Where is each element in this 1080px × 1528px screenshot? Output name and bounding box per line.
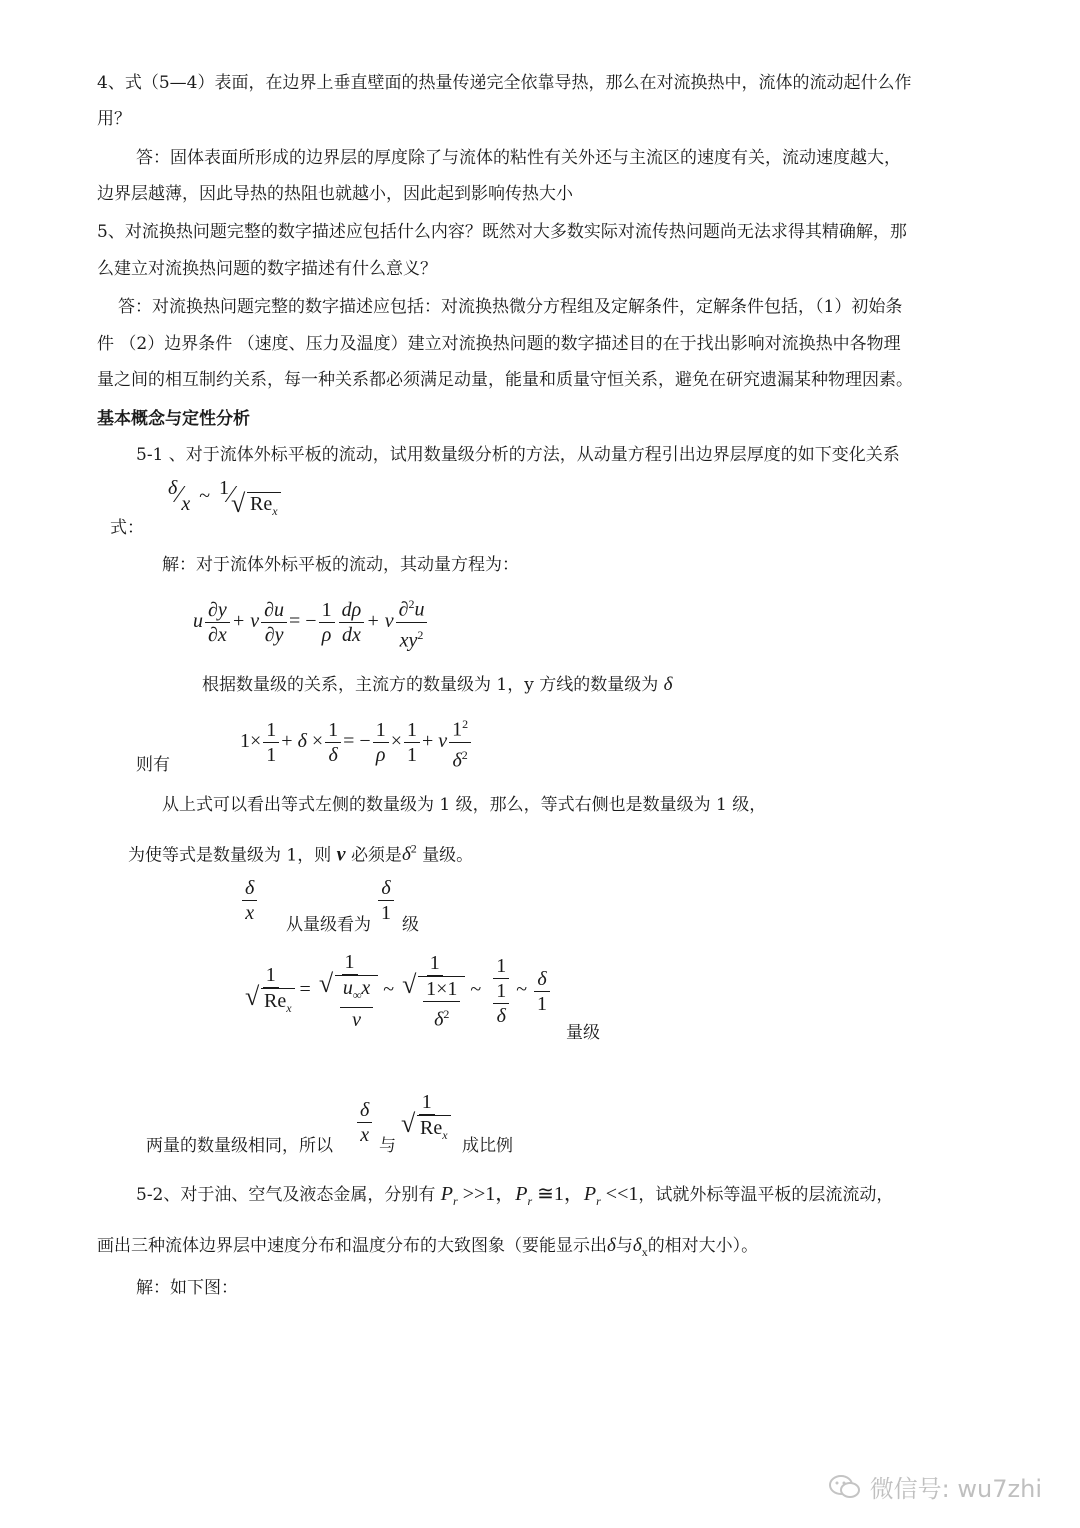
- q5-answer-line3: 量之间的相互制约关系，每一种关系都必须满足动量，能量和质量守恒关系，避免在研究遗漏某种物理因素。: [97, 370, 913, 390]
- q4-line1: 4、式（5—4）表面，在边界上垂直壁面的热量传递完全依靠导热，那么在对流换热中，流体的流动起什么作: [97, 73, 912, 93]
- delta-over-one-fraction: $\frac{\delta}{1}$: [376, 876, 396, 925]
- q5-answer-line2: 件 （2）边界条件 （速度、压力及温度）建立对流换热问题的数字描述目的在于找出影响对流换热中各物理: [97, 334, 901, 354]
- q5-answer-line1: 答：对流换热问题完整的数字描述应包括：对流换热微分方程组及定解条件，定解条件包括，（1）初始条: [118, 297, 903, 317]
- formula-delta-over-x: δ⁄x ~ 1⁄√ $Re_x$: [168, 482, 281, 511]
- from-order-text: 从量级看为: [286, 915, 371, 935]
- delta-over-x-small: $\frac{\delta}{x}$: [355, 1098, 374, 1147]
- q4-answer-line1: 答：固体表面所形成的边界层的厚度除了与流体的粘性有关外还与主流区的速度有关，流动速度越大，: [136, 148, 901, 168]
- watermark-text: 微信号: wu7zhi: [869, 1475, 1042, 1503]
- same-order-b: 与: [379, 1136, 396, 1156]
- momentum-equation: u $\frac{\partial y}{\partial x}$ + v $\frac{\partial u}{\partial y}$ = − $\frac{1}{\rho}$ $\frac{d\rho}{dx}$ + v $\frac{\partial^2u}{xy^2}$: [193, 592, 429, 652]
- p52-solution: 解：如下图：: [136, 1278, 238, 1298]
- order-equation: 1× $\frac{1}{1}$ + δ × $\frac{1}{\delta}$ = − $\frac{1}{\rho}$ × $\frac{1}{1}$ + v $\frac{1^2}{\delta^2}$: [240, 712, 473, 772]
- q5-line2: 么建立对流换热问题的数字描述有什么意义？: [97, 259, 437, 279]
- reynolds-chain: 1 √ $Re_x$ = 1 √ $\frac{u_\infty x}{v}$ ~ 1 √ $\frac{1\times 1}{\delta^2}$ ~ $\frac{1}{\frac{1}{\delta}}$ ~ $\frac{\delta}{1}$: [242, 950, 552, 1032]
- p51-paragraph2: 为使等式是数量级为 1，则 v 必须是$\delta^2$ 量级。: [128, 842, 474, 866]
- wechat-watermark: [828, 1469, 1042, 1504]
- same-order-a: 两量的数量级相同，所以: [146, 1136, 333, 1156]
- one-over-sqrt-re: 1 √ $Re_x$: [398, 1090, 456, 1147]
- p52-line2: 画出三种流体边界层中速度分布和温度分布的大致图象（要能显示出δ与$\delta_x$的相对大小）。: [97, 1235, 759, 1259]
- q4-line2: 用？: [97, 109, 131, 129]
- p51-paragraph1: 从上式可以看出等式左侧的数量级为 1 级，那么，等式右侧也是数量级为 1 级，: [162, 795, 767, 815]
- p51-shi: 式：: [110, 518, 144, 538]
- p51-solution: 解：对于流体外标平板的流动，其动量方程为：: [162, 555, 519, 575]
- p52-question: 5-2、对于油、空气及液态金属，分别有 $P_r >>1$，$P_r$ ≅1，$P_r <<1$，试就外标等温平板的层流流动，: [136, 1183, 894, 1208]
- ji-text: 级: [402, 915, 419, 935]
- q5-line1: 5、对流换热问题完整的数字描述应包括什么内容？既然对大多数实际对流传热问题尚无法求得其精确解，那: [97, 222, 907, 242]
- section-title: 基本概念与定性分析: [97, 409, 250, 429]
- p51-order-text: 根据数量级的关系，主流方的数量级为 1，y 方线的数量级为 δ: [202, 674, 673, 695]
- liangji-text: 量级: [566, 1023, 600, 1043]
- wechat-icon: [828, 1473, 862, 1501]
- p51-question: 5-1 、对于流体外标平板的流动，试用数量级分析的方法，从动量方程引出边界层厚度的如下变化关系: [136, 445, 900, 465]
- p51-zeyou: 则有: [136, 755, 170, 775]
- same-order-c: 成比例: [462, 1136, 513, 1156]
- delta-over-x-fraction: $\frac{\delta}{x}$: [240, 876, 259, 925]
- q4-answer-line2: 边界层越薄，因此导热的热阻也就越小，因此起到影响传热大小: [97, 184, 573, 204]
